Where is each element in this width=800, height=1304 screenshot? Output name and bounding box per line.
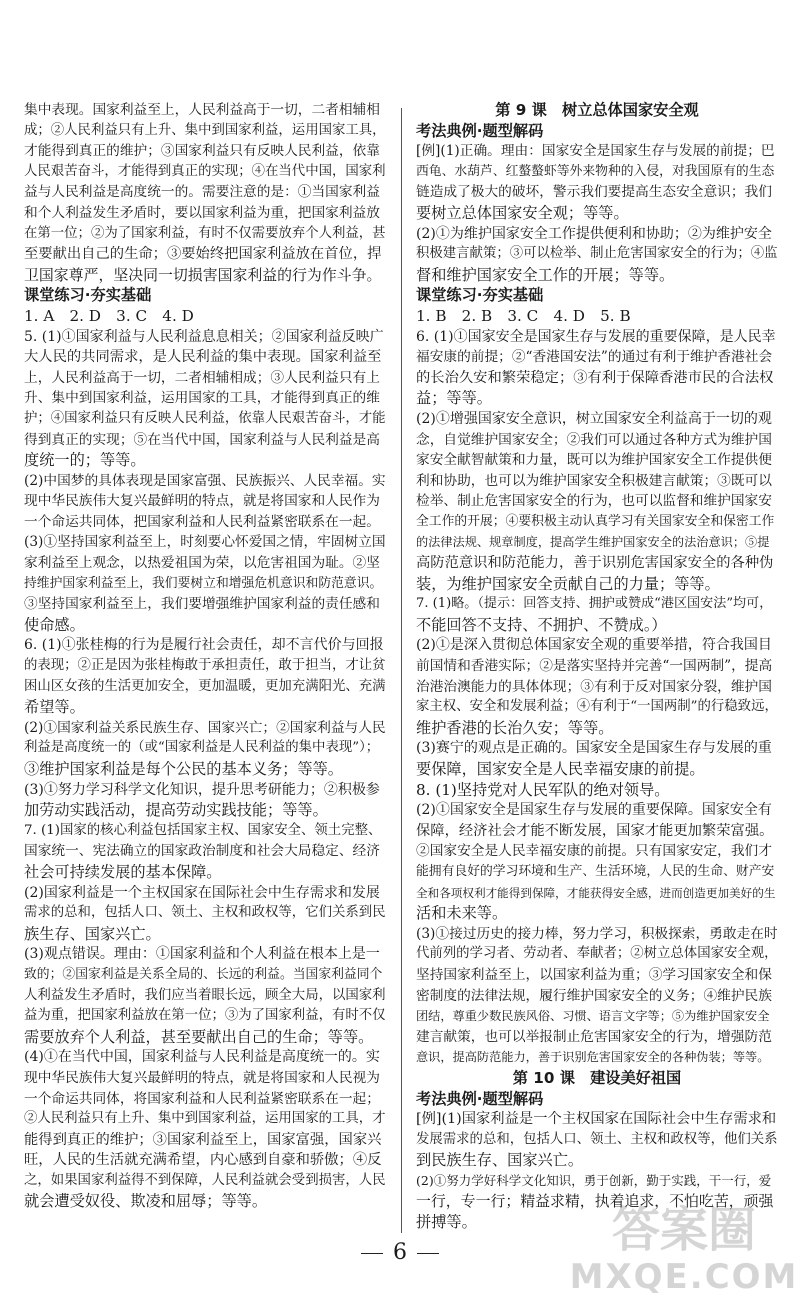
text-line: (2)①是深入贯彻总体国家安全观的重要举措，符合我国目 (416, 637, 772, 654)
text-line: 装，为维护国家安全贡献自己的力量；等等。 (416, 574, 720, 593)
text-line: 的长治久安和繁荣稳定；③有利于保障香港市民的合法权 (416, 369, 774, 386)
text-line: (2)①国家利益关系民族生存、国家兴亡；②国家利益与人民 (24, 719, 386, 736)
text-line: 的法律法规、规章制度，提高学生维护国家安全的法治意识；⑤提 (416, 535, 770, 550)
text-line: 积极建言献策；③可以检举、制止危害国家安全的行为；④监 (416, 246, 778, 262)
text-line: (3)赛宁的观点是正确的。国家安全是国家生存与发展的重 (416, 740, 772, 757)
text-line: (3)①接过历史的接力棒，努力学习，积极探索，勇敢走在时 (416, 925, 778, 942)
text-line: 一行，专一行；精益求精，执着追求，不怕吃苦，顽强 (416, 1192, 774, 1211)
text-line: 督和维护国家安全工作的开展；等等。 (416, 265, 675, 284)
text-line: 链造成了极大的破坏，警示我们要提高生态安全意识；我们 (416, 184, 772, 201)
text-line: 全和各项权利才能得到保障，才能获得安全感，进而创造更加美好的生 (416, 885, 776, 900)
text-line: [例](1)正确。理由：国家安全是国家生存与发展的前提；巴 (416, 143, 775, 160)
text-line: 家主权、安全和发展利益；④有利于“一国两制”的行稳致远， (416, 699, 778, 715)
text-line: 护；④国家利益只有反映人民利益，依靠人民艰苦奋斗，才能 (24, 410, 386, 426)
text-line: 困山区女孩的生活更加安全，更加温暖，更加充满阳光、充满 (24, 678, 386, 694)
text-line: (3)观点错误。理由：①国家利益和个人利益在根本上是一 (24, 946, 380, 963)
text-line: 持维护国家利益至上，我们要树立和增强危机意识和防范意识。 (24, 575, 383, 591)
watermark-site-text: MXQE.COM (569, 1257, 799, 1297)
text-line: 8. (1)坚持党对人民军队的绝对领导。 (416, 780, 670, 799)
text-line: 的表现；②正是因为张桂梅敢于承担责任，敢于担当，才让贫 (24, 658, 386, 674)
page-number: 6 (393, 1240, 407, 1265)
text-line: 升、集中到国家利益，运用国家的工具，才能得到真正的维 (24, 390, 380, 407)
text-line: 卫国家尊严，坚决同一切损害国家利益的行为作斗争。 (24, 265, 382, 284)
text-line: 7. (1)略。（提示：回答支持、拥护或赞成“港区国安法”均可， (416, 596, 773, 612)
text-line: 维护香港的长治久安；等等。 (416, 718, 614, 737)
left-column (24, 100, 386, 1212)
watermark-logo (569, 1188, 799, 1298)
section-heading: 课堂练习·夯实基础 (24, 286, 152, 305)
text-line: 全工作的开展；④要积极主动认真学习有关国家安全和保密工作 (416, 513, 775, 529)
text-line: 高防范意识和防范能力，善于识别危害国家安全的各种伪 (416, 555, 774, 572)
text-line: 得到真正的实现；⑤在当代中国，国家利益与人民利益是高 (24, 431, 380, 448)
text-line: 利和协助，也可以为维护国家安全积极建言献策；③既可以 (416, 472, 772, 489)
right-column (416, 100, 778, 1233)
section-heading: 课堂练习·夯实基础 (416, 286, 544, 305)
text-line: 益；等等。 (416, 389, 492, 408)
text-line: 检举、制止危害国家安全的行为，也可以监督和维护国家安 (416, 493, 772, 510)
text-line: 要树立总体国家安全观；等等。 (416, 203, 629, 222)
text-line: 利益是高度统一的（或“国家利益是人民利益的集中表现”）； (24, 740, 380, 756)
text-line: 希望等。 (24, 698, 85, 717)
footer-dash-right (417, 1253, 439, 1254)
text-line: 现中华民族伟大复兴最鲜明的特点，就是将国家和人民视为 (24, 1069, 380, 1086)
text-line: 拼搏等。 (416, 1213, 477, 1232)
text-line: 和个人利益发生矛盾时，要以国家利益为重，把国家利益放 (24, 204, 380, 221)
text-line: 坚持国家利益至上，以国家利益为重；③学习国家安全和保 (416, 966, 772, 983)
text-line: ③坚持国家利益至上，我们要增强维护国家利益的责任感和 (24, 596, 380, 613)
footer-dash-left (361, 1253, 383, 1254)
text-line: 5. (1)①国家利益与人民利益息息相关；②国家利益反映广 (24, 328, 384, 345)
text-line: 要保障，国家安全是人民幸福安康的前提。 (416, 760, 705, 778)
section-heading: 考法典例·题型解码 (416, 1089, 544, 1108)
text-line: 保障，经济社会才能不断发展，国家才能更加繁荣富强。 (416, 822, 774, 839)
text-line: 念，自觉维护国家安全；②我们可以通过各种方式为维护国 (416, 431, 772, 448)
text-line: ③维护国家利益是每个公民的基本义务；等等。 (24, 760, 343, 778)
text-line: 至要献出自己的生命；③要始终把国家利益放在首位，捍 (24, 246, 382, 263)
text-line: (2)①为维护国家安全工作提供便利和协助；②为维护安全 (416, 225, 772, 242)
text-line: 需求的总和，包括人口、领土、主权和政权等，它们关系到民 (24, 905, 386, 921)
lesson-title: 第 10 课 建设美好祖国 (512, 1068, 682, 1087)
text-line: 益与人民利益是高度统一的。需要注意的是：①当国家利益 (24, 184, 380, 201)
text-line: 国家统一、宪法确立的国家政治制度和社会大局稳定、经济 (24, 843, 380, 860)
column-divider (401, 108, 402, 1233)
text-line: 建言献策，也可以举报制止危害国家安全的行为，增强防范 (416, 1028, 772, 1045)
text-line: 家利益至上观念，以热爱祖国为荣，以危害祖国为耻。②坚 (24, 555, 380, 572)
watermark-logo-text: 答案圈 (611, 1202, 757, 1258)
text-line: ②人民利益只有上升、集中到国家利益，运用国家的工具，才 (24, 1111, 386, 1127)
text-line: 益为重，把国家利益放在第一位；③为了国家利益，有时不仅 (24, 1008, 386, 1024)
text-line: 能拥有良好的学习环境和生产、生活环境，人民的生命、财产安 (416, 863, 775, 879)
text-line: 意识，提高防范能力，善于识别危害国家安全的各种伪装；等等。 (416, 1050, 770, 1065)
text-line: ②国家安全是人民幸福安康的前提。只有国家安定，我们才 (416, 843, 772, 860)
text-line: 7. (1)国家的核心利益包括国家主权、国家安全、领土完整、 (24, 822, 382, 838)
text-line: (2)国家利益是一个主权国家在国际社会中生存需求和发展 (24, 884, 380, 901)
text-line: 就会遭受奴役、欺凌和屈辱；等等。 (24, 1192, 267, 1211)
lesson-title: 第 9 课 树立总体国家安全观 (495, 101, 699, 119)
text-line: 大人民的共同需求，是人民利益的集中表现。国家利益至 (24, 349, 382, 366)
text-line: (2)①增强国家安全意识，树立国家安全利益高于一切的观 (416, 410, 772, 427)
text-line: 6. (1)①张桂梅的行为是履行社会责任，却不言代价与回报 (24, 637, 384, 654)
text-line: (2)①努力学好科学文化知识，勇于创新，勤于实践，干一行，爱 (416, 1172, 772, 1188)
text-line: 集中表现。国家利益至上，人民利益高于一切，二者相辅相 (24, 102, 380, 118)
text-line: 到民族生存、国家兴亡。 (416, 1151, 584, 1170)
text-line: 密制度的法律法规，履行维护国家安全的义务；④维护民族 (416, 987, 772, 1004)
text-line: 致的；②国家利益是关系全局的、长远的利益。当国家利益同个 (24, 966, 383, 982)
text-line: (3)①努力学习科学文化知识，提升思考研能力；②积极参 (24, 781, 380, 798)
text-line: 不能回答不支持、不拥护、不赞成。） (416, 615, 667, 634)
text-line: 代前列的学习者、劳动者、奉献者；②树立总体国家安全观， (416, 946, 778, 962)
text-line: 上，人民利益高于一切，二者相辅相成；③人民利益只有上 (24, 369, 380, 386)
text-line: 一个命运共同体，把国家利益和人民利益紧密联系在一起。 (24, 513, 380, 530)
text-line: 1. B 2. B 3. C 4. D 5. B (416, 306, 631, 325)
text-line: [例](1)国家利益是一个主权国家在国际社会中生存需求和 (416, 1111, 777, 1128)
text-line: 族生存、国家兴亡。 (24, 924, 161, 943)
text-line: 使命感。 (24, 615, 85, 634)
text-line: 活和未来等。 (416, 904, 508, 923)
text-line: 前国情和香港实际；②是落实坚持并完善“一国两制”，提高 (416, 658, 773, 675)
text-line: 1. A 2. D 3. C 4. D (24, 306, 194, 325)
text-line: 成；②人民利益只有上升、集中到国家利益，运用国家工具， (24, 122, 386, 138)
text-line: 之，如果国家利益得不到保障，人民利益就会受到损害，人民 (24, 1172, 386, 1188)
text-line: 现中华民族伟大复兴最鲜明的特点，就是将国家和人民作为 (24, 493, 380, 510)
text-line: 西龟、水葫芦、红螯螯虾等外来物种的入侵，对我国原有的生态 (416, 163, 775, 179)
text-line: (2)①国家安全是国家生存与发展的重要保障。国家安全有 (416, 802, 772, 819)
text-line: 社会可持续发展的基本保障。 (24, 862, 222, 881)
text-line: 团结，尊重少数民族风俗、习惯、语言文字等；⑤为维护国家安全 (416, 1009, 770, 1024)
text-line: 才能得到真正的维护；③国家利益只有反映人民利益，依靠 (24, 143, 380, 160)
text-line: 人民艰苦奋斗，才能得到真正的实现；④在当代中国，国家利 (24, 163, 386, 179)
text-line: 度统一的；等等。 (24, 451, 146, 470)
text-line: 发展需求的总和，包括人口、领土、主权和政权等，他们关系 (416, 1131, 778, 1147)
text-line: 在第一位；②为了国家利益，有时不仅需要放弃个人利益，甚 (24, 225, 386, 241)
text-line: 人利益发生矛盾时，我们应当着眼长远，顾全大局，以国家利 (24, 987, 386, 1003)
text-line: 6. (1)①国家安全是国家生存与发展的重要保障，是人民幸 (416, 328, 776, 345)
text-line: 家安全献智献策和力量，既可以为维护国家安全工作提供便 (416, 452, 772, 469)
text-line: 能得到真正的维护；③国家利益至上，国家富强，国家兴 (24, 1131, 382, 1148)
text-line: 旺，人民的生活就充满希望，内心感到自豪和骄傲；④反 (24, 1152, 382, 1169)
text-line: (4)①在当代中国，国家利益与人民利益是高度统一的。实 (24, 1049, 380, 1066)
text-line: 一个命运共同体，将国家利益和人民利益紧密联系在一起； (24, 1090, 380, 1107)
text-line: (2)中国梦的具体表现是国家富强、民族振兴、人民幸福。实 (24, 472, 386, 489)
text-line: 需要放弃个人利益，甚至要献出自己的生命；等等。 (24, 1027, 374, 1046)
text-line: 福安康的前提；②“香港国安法”的通过有利于维护香港社会 (416, 349, 773, 366)
text-line: (3)①坚持国家利益至上，时刻要心怀爱国之情，牢固树立国 (24, 534, 386, 551)
section-heading: 考法典例·题型解码 (416, 121, 544, 140)
text-line: 加劳动实践活动，提高劳动实践技能；等等。 (24, 801, 328, 820)
text-line: 治港治澳能力的具体体现；③有利于反对国家分裂，维护国 (416, 678, 772, 695)
